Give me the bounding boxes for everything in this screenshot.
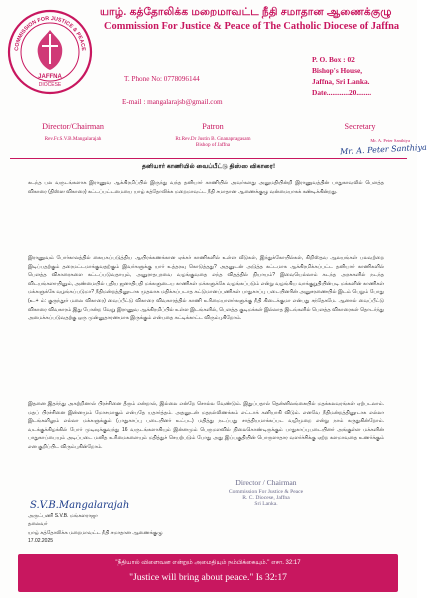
address-line: Jaffna, Sri Lanka. <box>312 77 370 86</box>
seal-text-center: JAFFNA <box>38 74 62 80</box>
role-name: Mr. A. Peter Santhiya <box>370 138 410 143</box>
letter-date: 17.02.2025 <box>28 538 54 545</box>
official-stamp <box>206 478 326 518</box>
stamp-line: R. C. Diocese, Jaffna <box>242 495 290 501</box>
seal-text-top: COMMISSION FOR JUSTICE & PEACE <box>13 15 87 52</box>
signature-handwritten: S.V.B.Mangalarajah <box>30 500 130 511</box>
seal-text-bottom: DIOCESE <box>38 82 62 88</box>
commission-seal-logo <box>6 8 94 96</box>
address-date-line: Date............20........ <box>312 88 372 97</box>
signatory-name: அருட்பணி S.V.B. மங்களராஜா <box>28 513 98 519</box>
stamp-line: Commission For Justice & Peace <box>228 489 304 495</box>
email-address: E-mail : mangalarajsb@gmail.com <box>122 98 223 106</box>
footer-verse-english: "Justice will bring about peace." Is 32:17 <box>129 572 287 583</box>
role-name: Rev.Fr.S.V.B.Mangalarajah <box>44 136 102 142</box>
letter-paragraph: இதனை இதர்ந்து அகற்றினால் பிரச்சினை தீரும் என்றால், இல்லை என்றே சொல்ல வேண்டும். இதுப்பதால் தென்னிலங்கையில் மதக்கலவரங்கள் ஏற்படலாம். மதப் பிரச்சினை இன்னமும் மோசமாகும் என்பதே யதார்த்தம். அதனுடன் மதநல்லிணக்கம் எட்டாக் கனியாகி விடும். எனவே நீதிமன்றத்தினூடாக எல்லா இடங்களிலும் எல்லா மக்களுக்கும் (பாதுகாப்பு படையினர் உட்பட) மதித்து நடப்பது சாத்தியமாக்கப்பட வழிமுறை என்று நாம் கருதுகின்றோம். வடக்குக்கிழக்கில் போர் முடிவுக்குவந்து 16 வருடங்களாகியும் இன்னமும் பெருமளவில் நிலைகொண்டிருக்கும் பாதுகாப்புபடையினர் அங்குள்ள மக்களின் பாதுகாப்பையும் அடிப்படை மனித உரிமைகளையும் மதித்துச் செயற்படும் போது அது இப்பகுதியின் பொருளாதார வளர்ச்சிக்கு ஏற்ற களமாவதை உணர்க்கும் என குறிப்பிட விரும்புகின்றோம். <box>28 401 384 450</box>
role-title: Patron <box>202 122 224 131</box>
header-title-tamil: யாழ். கத்தோலிக்க மறைமாவட்ட நீதி சமாதான ஆணைக்குழு <box>100 6 392 18</box>
letter-paragraph: இராணுவம் போர்காலத்தில் கையகப்படுத்திய ஆயிரக்கணக்கான ஏக்கர் காணிகளில் உள்ள வீடுகள், இந்துக்கோயில்கள், கிறிஸ்தவ ஆலயங்கள் பலவற்றை இடிப்பதற்கும் தரைமட்டமாக்குவதற்கும் இவர்களுக்கு யார் உத்தரவு கொடுத்தது? அதனுடன் அடுத்த கட்டமாக ஆக்கிரமிக்கப்பட்ட தனியார் காணிகளில் பௌத்த விகாரைகளை கட்டப்படுவதாயும், அனுராதபுரவை வழங்குவதை எந்த விதத்தில் நியாயம்? இவையெல்லாம் கடந்த அரசுகளில் நடந்த விடயங்களாயினும், அண்மையில் புதிய ஜனாதிபதி மக்களுடைய காணிகள் மக்களுக்கே வழங்கப்படும் என்று வழங்கிய வாக்குறுதியின்படி மக்களின் காணிகள் மக்களுக்கே வழங்கப்படுமா? நீதிமன்றத்தினூடாக முதலாக மதிக்கப்படாத கட்டுமானப்பணிகள் பாதுகாப்பு படையினரின் அனுசரணையில் இடம் பெறும் போது (உ.+ ம்: குருந்தூர் மலை விகாரை) வைப்பீட்டு விகாரை விவகாரத்தில் காணி உரிமையாளர்களுக்கு நீதி கிடைக்குமா என்பது சந்தேகமே. ஆனால் வைப்பீட்டு விகாரை விவகாரம் இது போன்ற வேறு இராணுவ ஆக்கிரமிப்பில் உள்ள இடங்களில், பௌத்த குடிமக்கள் இல்லாத இடங்களில் பௌத்த விகாரைகள் தொடர்ந்து அமைக்கப்படுவதற்கு ஒரு முன்னுதாரணமாக இருக்கும் என்பதை சுட்டிக்காட்ட விரும்புகிறோம். <box>28 255 384 322</box>
role-title: Secretary <box>344 122 376 131</box>
signature-block <box>28 512 163 546</box>
address-line: P. O. Box : 02 <box>312 55 355 64</box>
letter-paragraph: கடந்த பல வருடங்களாக இராணுவ ஆக்கிரமிப்பில் இருந்து வந்த தனியார் காணியில் அவர்களது அனுமதியின்றி இராணுவத்தின் பாதுகாவலில் பௌத்த விகாரை (திஸ்ஸ விகாரை) கட்டப்பட்டமையை யாழ் கத்தோலிக்க மறைமாவட்ட நீதி சமாதான ஆணைக்குழு வன்மையாகக் கண்டிக்கின்றது. <box>28 180 384 195</box>
letter-subject: தனியார் காணியில் வைப்பீட்டு திஸ்ஸ விகாரை! <box>141 163 276 170</box>
stamp-line: Sri Lanka. <box>254 501 278 507</box>
secretary-handwritten-name: Mr. A. Peter Santhiya <box>339 142 427 157</box>
header-title-english: Commission For Justice & Peace of The Catholic Diocese of Jaffna <box>104 21 400 32</box>
stamp-line: Director / Chairman <box>235 478 297 487</box>
director-role <box>18 122 128 142</box>
footer-banner <box>18 554 398 592</box>
address-line: Bishop's House, <box>312 66 363 75</box>
postal-address <box>312 54 371 98</box>
role-subtitle: Bishop of Jaffna <box>195 142 231 148</box>
phone-number: T. Phone No: 0778096144 <box>124 75 200 83</box>
role-name: Rt.Rev.Dr Justin B. Gnanapragasam <box>175 136 251 142</box>
patron-role <box>148 122 278 148</box>
signatory-role: தலைவர் <box>28 521 48 528</box>
footer-verse-tamil: "நீதியால் விளைவன என்றும் அமைதியும் நம்பிக்கையும்." எசா. 32:17 <box>115 560 301 566</box>
signatory-org: யாழ் கத்தோலிக்க மறைமாவட்ட நீதி சமாதான ஆணைக்குழு <box>28 529 163 536</box>
role-title: Director/Chairman <box>42 122 104 131</box>
secretary-role <box>310 122 410 143</box>
header-divider <box>10 158 407 159</box>
